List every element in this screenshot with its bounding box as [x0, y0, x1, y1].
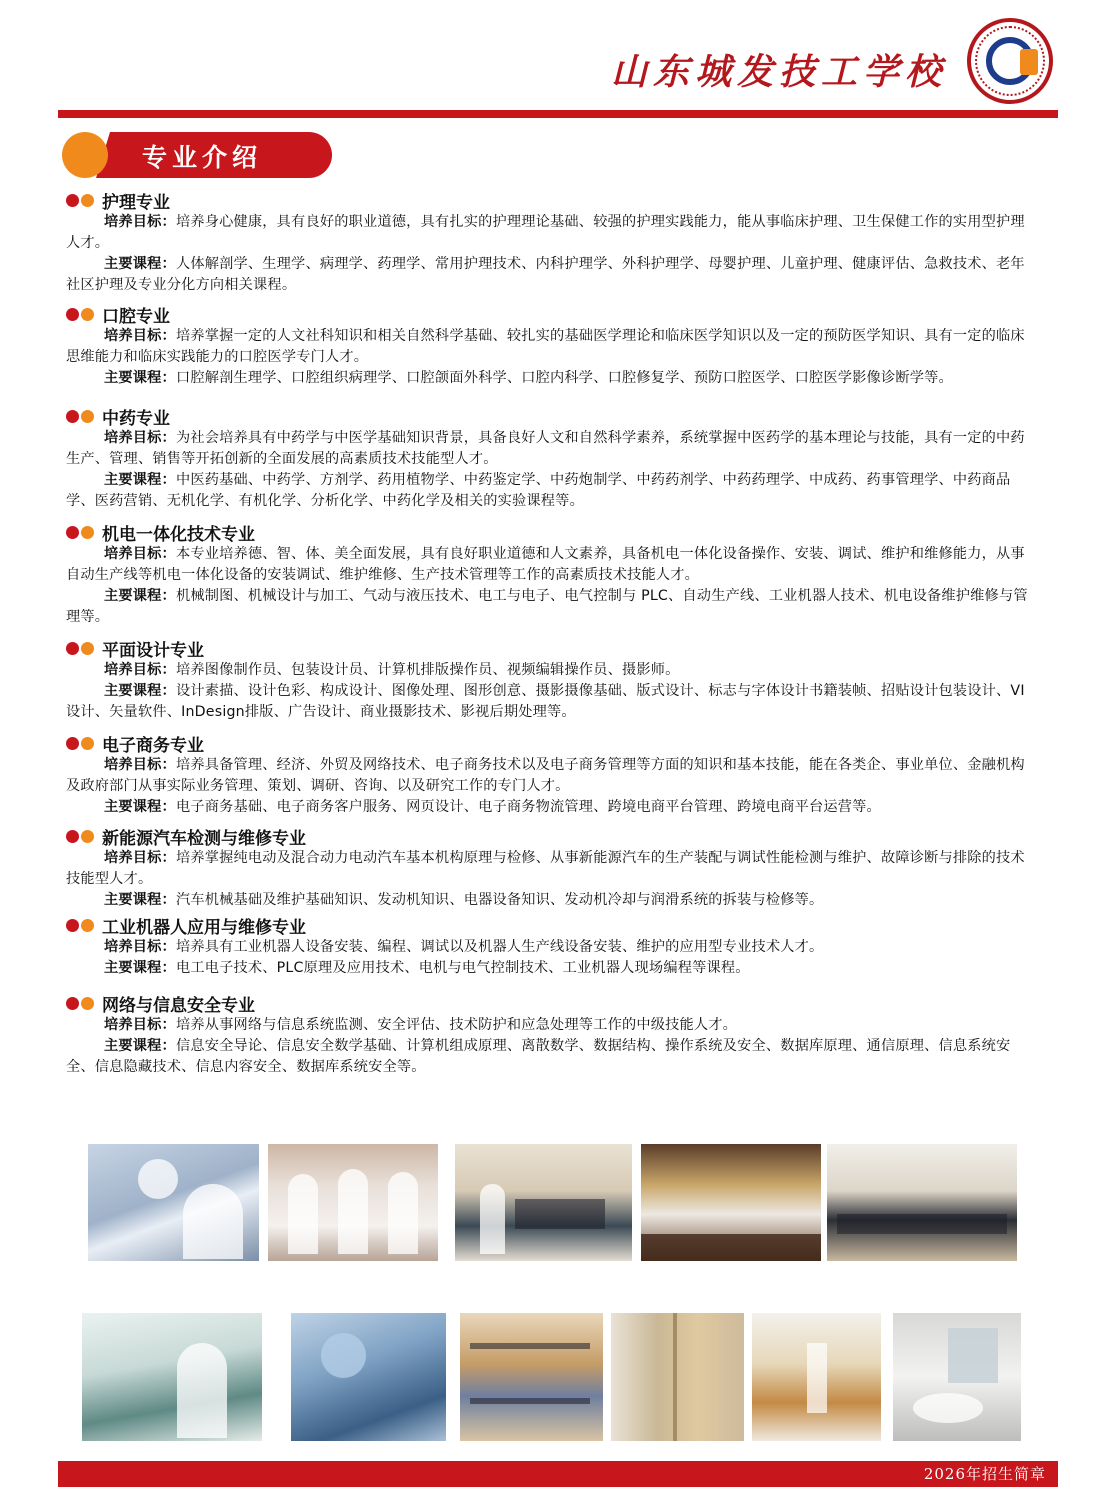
goal-text: 培养具有工业机器人设备安装、编程、调试以及机器人生产线设备安装、维护的应用型专业技术人才。 — [175, 939, 824, 955]
bullet-dots-icon — [66, 194, 96, 207]
course-label: 主要课程： — [104, 683, 176, 699]
photo-washroom — [893, 1313, 1021, 1441]
major-title: 电子商务专业 — [102, 735, 204, 756]
page-header — [0, 0, 1105, 110]
course-label: 主要课程： — [104, 472, 176, 488]
major-title: 口腔专业 — [102, 306, 170, 327]
major-courses — [66, 586, 1036, 628]
major-new-energy-vehicle — [66, 824, 1036, 911]
major-heading — [66, 731, 1036, 755]
goal-label: 培养目标： — [104, 662, 176, 678]
major-title: 中药专业 — [102, 408, 170, 429]
bullet-dots-icon — [66, 308, 96, 321]
photo-dormitory-corridor — [752, 1313, 881, 1441]
section-title: 专业介绍 — [142, 143, 263, 172]
goal-label: 培养目标： — [104, 850, 176, 866]
major-goal — [66, 212, 1036, 254]
photo-nursing-class — [268, 1144, 438, 1261]
course-text: 机械制图、机械设计与加工、气动与液压技术、电工与电子、电气控制与 PLC、自动生产线、工业机器人技术、机电设备维护维修与管理等。 — [66, 588, 1028, 625]
major-title: 工业机器人应用与维修专业 — [102, 917, 306, 938]
course-label: 主要课程： — [104, 799, 176, 815]
bullet-dots-icon — [66, 997, 96, 1010]
course-text: 人体解剖学、生理学、病理学、药理学、常用护理技术、内科护理学、外科护理学、母婴护理、儿童护理、健康评估、急救技术、老年社区护理及专业分化方向相关课程。 — [66, 256, 1025, 293]
major-goal — [66, 1015, 1036, 1036]
major-heading — [66, 991, 1036, 1015]
photo-nursing-practice — [88, 1144, 259, 1261]
major-network-security — [66, 991, 1036, 1078]
major-heading — [66, 188, 1036, 212]
major-heading — [66, 913, 1036, 937]
major-courses — [66, 681, 1036, 723]
school-logo-icon — [967, 18, 1053, 104]
goal-text: 培养身心健康，具有良好的职业道德，具有扎实的护理理论基础、较强的护理实践能力，能从事临床护理、卫生保健工作的实用型护理人才。 — [66, 214, 1025, 251]
goal-label: 培养目标： — [104, 546, 176, 562]
bullet-dots-icon — [66, 830, 96, 843]
goal-text: 培养掌握一定的人文社科知识和相关自然科学基础、较扎实的基础医学理论和临床医学知识以及一定的预防医学知识、具有一定的临床思维能力和临床实践能力的口腔医学专门人才。 — [66, 328, 1025, 365]
major-e-commerce — [66, 731, 1036, 818]
major-heading — [66, 636, 1036, 660]
banner-orange-circle — [62, 132, 108, 178]
major-mechatronics — [66, 520, 1036, 628]
major-goal — [66, 848, 1036, 890]
major-goal — [66, 755, 1036, 797]
course-text: 口腔解剖生理学、口腔组织病理学、口腔颌面外科学、口腔内科学、口腔修复学、预防口腔医学、口腔医学影像诊断学等。 — [175, 370, 953, 386]
major-heading — [66, 404, 1036, 428]
course-text: 信息安全导论、信息安全数学基础、计算机组成原理、离散数学、数据结构、操作系统及安全、数据库原理、通信原理、信息系统安全、信息隐藏技术、信息内容安全、数据库系统安全等。 — [66, 1038, 1011, 1075]
major-heading — [66, 520, 1036, 544]
course-text: 设计素描、设计色彩、构成设计、图像处理、图形创意、摄影摄像基础、版式设计、标志与字体设计书籍装帧、招贴设计包装设计、VI设计、矢量软件、InDesign排版、广告设计、商业摄影技术、影视后期处理等。 — [66, 683, 1025, 720]
major-goal — [66, 660, 1036, 681]
bullet-dots-icon — [66, 919, 96, 932]
bullet-dots-icon — [66, 642, 96, 655]
goal-text: 培养具备管理、经济、外贸及网络技术、电子商务技术以及电子商务管理等方面的知识和基本技能，能在各类企、事业单位、金融机构及政府部门从事实际业务管理、策划、调研、咨询、以及研究工作的专门人才。 — [66, 757, 1025, 794]
major-heading — [66, 302, 1036, 326]
major-courses — [66, 890, 1036, 911]
major-nursing — [66, 188, 1036, 296]
course-label: 主要课程： — [104, 370, 176, 386]
major-courses — [66, 958, 1036, 979]
goal-text: 本专业培养德、智、体、美全面发展，具有良好职业道德和人文素养，具备机电一体化设备操作、安装、调试、维护和维修能力，从事自动生产线等机电一体化设备的安装调试、维护维修、生产技术管理等工作的高素质技术技能人才。 — [66, 546, 1025, 583]
photo-dormitory-beds — [460, 1313, 603, 1441]
photo-computer-lab — [827, 1144, 1017, 1261]
goal-label: 培养目标： — [104, 1017, 176, 1033]
major-title: 网络与信息安全专业 — [102, 995, 255, 1016]
course-label: 主要课程： — [104, 892, 176, 908]
major-industrial-robot — [66, 913, 1036, 979]
photo-classroom-chinese-medicine — [641, 1144, 821, 1261]
course-text: 中医药基础、中药学、方剂学、药用植物学、中药鉴定学、中药炮制学、中药药剂学、中药药理学、中成药、药事管理学、中药商品学、医药营销、无机化学、有机化学、分析化学、中药化学及相关的实验课程等。 — [66, 472, 1011, 509]
major-dental — [66, 302, 1036, 389]
bullet-dots-icon — [66, 526, 96, 539]
photo-dental-surgery — [291, 1313, 446, 1441]
photo-dormitory-lockers — [611, 1313, 744, 1441]
course-text: 汽车机械基础及维护基础知识、发动机知识、电器设备知识、发动机冷却与润滑系统的拆装与检修等。 — [175, 892, 824, 908]
goal-text: 培养图像制作员、包装设计员、计算机排版操作员、视频编辑操作员、摄影师。 — [175, 662, 680, 678]
goal-text: 培养掌握纯电动及混合动力电动汽车基本机构原理与检修、从事新能源汽车的生产装配与调试性能检测与维护、故障诊断与排除的技术技能型人才。 — [66, 850, 1025, 887]
major-title: 机电一体化技术专业 — [102, 524, 255, 545]
major-goal — [66, 544, 1036, 586]
footer-text: 2026年招生简章 — [923, 1465, 1046, 1483]
course-label: 主要课程： — [104, 256, 176, 272]
section-banner — [62, 132, 332, 178]
page-footer — [58, 1461, 1058, 1487]
major-title: 平面设计专业 — [102, 640, 204, 661]
course-label: 主要课程： — [104, 1038, 176, 1054]
course-text: 电子商务基础、电子商务客户服务、网页设计、电子商务物流管理、跨境电商平台管理、跨境电商平台运营等。 — [175, 799, 881, 815]
school-name: 山东城发技工学校 — [610, 51, 947, 93]
major-courses — [66, 1036, 1036, 1078]
course-label: 主要课程： — [104, 588, 176, 604]
major-courses — [66, 470, 1036, 512]
major-title: 新能源汽车检测与维修专业 — [102, 828, 306, 849]
photo-dental-clinic — [82, 1313, 262, 1441]
major-goal — [66, 937, 1036, 958]
course-text: 电工电子技术、PLC原理及应用技术、电机与电气控制技术、工业机器人现场编程等课程。 — [175, 960, 750, 976]
header-divider — [58, 110, 1058, 118]
major-courses — [66, 368, 1036, 389]
goal-label: 培养目标： — [104, 214, 176, 230]
goal-label: 培养目标： — [104, 430, 176, 446]
major-title: 护理专业 — [102, 192, 170, 213]
logo-emblem — [986, 37, 1034, 85]
major-courses — [66, 254, 1036, 296]
goal-label: 培养目标： — [104, 939, 176, 955]
major-heading — [66, 824, 1036, 848]
bullet-dots-icon — [66, 737, 96, 750]
goal-text: 为社会培养具有中药学与中医学基础知识背景，具备良好人文和自然科学素养，系统掌握中医药学的基本理论与技能，具有一定的中药生产、管理、销售等开拓创新的全面发展的高素质技术技能型人才。 — [66, 430, 1025, 467]
bullet-dots-icon — [66, 410, 96, 423]
goal-label: 培养目标： — [104, 757, 176, 773]
major-chinese-medicine — [66, 404, 1036, 512]
photo-lab-training — [455, 1144, 632, 1261]
goal-text: 培养从事网络与信息系统监测、安全评估、技术防护和应急处理等工作的中级技能人才。 — [175, 1017, 738, 1033]
course-label: 主要课程： — [104, 960, 176, 976]
goal-label: 培养目标： — [104, 328, 176, 344]
major-goal — [66, 428, 1036, 470]
major-graphic-design — [66, 636, 1036, 723]
major-courses — [66, 797, 1036, 818]
major-goal — [66, 326, 1036, 368]
